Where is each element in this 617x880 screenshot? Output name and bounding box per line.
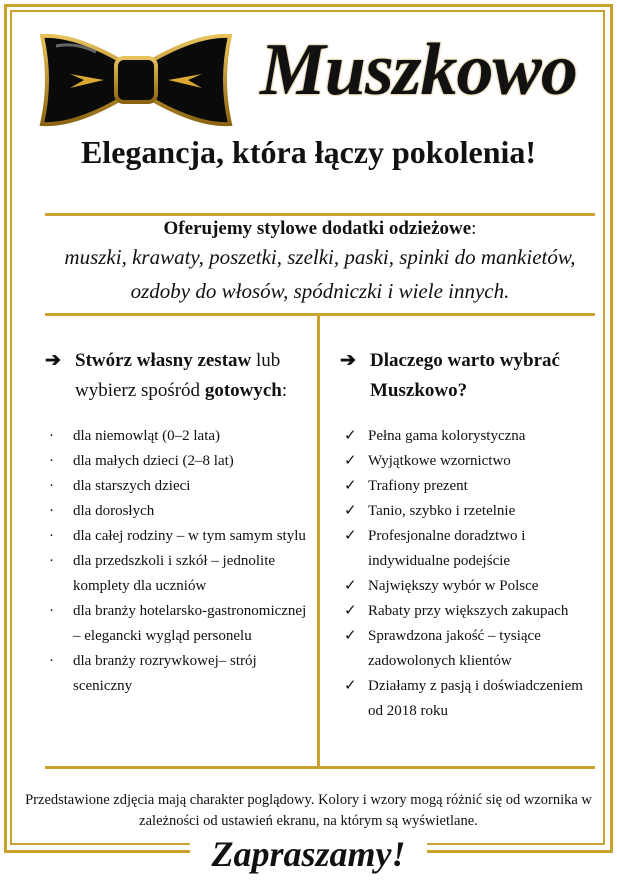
column-divider (317, 313, 320, 768)
list-item-text: dla branży hotelarsko-gastronomicznej – elegancki wygląd personelu (73, 603, 307, 644)
offer-section (45, 218, 595, 308)
list-item (340, 449, 600, 474)
list-item-text: dla całej rodziny – w tym samym stylu (73, 528, 306, 544)
list-item (45, 524, 315, 549)
check-icon: ✓ (344, 578, 357, 594)
list-item-text: Rabaty przy większych zakupach (368, 603, 569, 619)
arrow-right-icon: ➔ (340, 350, 356, 371)
list-item (45, 549, 315, 599)
list-item (340, 599, 600, 624)
list-item-text: dla starszych dzieci (73, 478, 191, 494)
bullet-icon: · (49, 428, 54, 444)
arrow-right-icon: ➔ (45, 350, 61, 371)
bullet-icon: · (49, 553, 54, 569)
check-icon: ✓ (344, 628, 357, 644)
disclaimer: Przedstawione zdjęcia mają charakter poglądowy. Kolory i wzory mogą różnić się od wzornika w zależności od ustawień ekranu, na którym są wyświetlane. (25, 792, 592, 829)
divider (45, 313, 595, 316)
bullet-icon: · (49, 453, 54, 469)
list-item (45, 449, 315, 474)
offer-line-2: ozdoby do włosów, spódniczki i wiele innych. (130, 279, 510, 303)
list-item-text: dla małych dzieci (2–8 lat) (73, 453, 234, 469)
check-icon: ✓ (344, 678, 357, 694)
brand-name: Muszkowo (260, 29, 577, 111)
list-item-text: dla niemowląt (0–2 lata) (73, 428, 221, 444)
list-item (45, 474, 315, 499)
bullet-icon: · (49, 478, 54, 494)
list-item-text: Działamy z pasją i doświadczeniem od 2018 roku (368, 678, 583, 719)
bullet-icon: · (49, 503, 54, 519)
list-item (340, 574, 600, 599)
list-item (340, 424, 600, 449)
check-icon: ✓ (344, 478, 357, 494)
list-item (340, 499, 600, 524)
list-item-text: Sprawdzona jakość – tysiące zadowolonych klientów (368, 628, 541, 669)
check-icon: ✓ (344, 528, 357, 544)
list-item (45, 649, 315, 699)
bullet-icon: · (49, 528, 54, 544)
list-item-text: Trafiony prezent (368, 478, 468, 494)
divider (45, 213, 595, 216)
list-item (340, 474, 600, 499)
list-item (340, 524, 600, 574)
list-item (45, 424, 315, 449)
list-item-text: dla dorosłych (73, 503, 155, 519)
list-item (340, 674, 600, 724)
bullet-icon: · (49, 653, 54, 669)
check-icon: ✓ (344, 503, 357, 519)
bow-tie-logo-icon (36, 28, 236, 132)
offer-line-1: muszki, krawaty, poszetki, szelki, paski, spinki do mankietów, (64, 245, 576, 269)
divider (45, 766, 595, 769)
left-heading: Stwórz własny zestaw lub wybierz spośród gotowych: (75, 350, 288, 401)
headline: Elegancja, która łączy pokolenia! (80, 134, 537, 170)
list-item-text: Profesjonalne doradztwo i indywidualne podejście (368, 528, 526, 569)
list-item (45, 599, 315, 649)
check-icon: ✓ (344, 603, 357, 619)
closing-text: Zapraszamy! (190, 832, 427, 876)
list-item (45, 499, 315, 524)
bullet-icon: · (49, 603, 54, 619)
offer-colon: : (471, 218, 477, 239)
check-icon: ✓ (344, 428, 357, 444)
list-item-text: Tanio, szybko i rzetelnie (368, 503, 516, 519)
right-heading: Dlaczego warto wybrać Muszkowo? (370, 350, 560, 401)
list-item (340, 624, 600, 674)
list-item-text: Pełna gama kolorystyczna (368, 428, 526, 444)
right-column (340, 346, 600, 724)
offer-title: Oferujemy stylowe dodatki odzieżowe (163, 218, 472, 239)
list-item-text: Wyjątkowe wzornictwo (368, 453, 511, 469)
list-item-text: Największy wybór w Polsce (368, 578, 539, 594)
list-item-text: dla przedszkoli i szkół – jednolite komplety dla uczniów (73, 553, 276, 594)
left-column (45, 346, 315, 699)
list-item-text: dla branży rozrywkowej– strój sceniczny (73, 653, 257, 694)
check-icon: ✓ (344, 453, 357, 469)
